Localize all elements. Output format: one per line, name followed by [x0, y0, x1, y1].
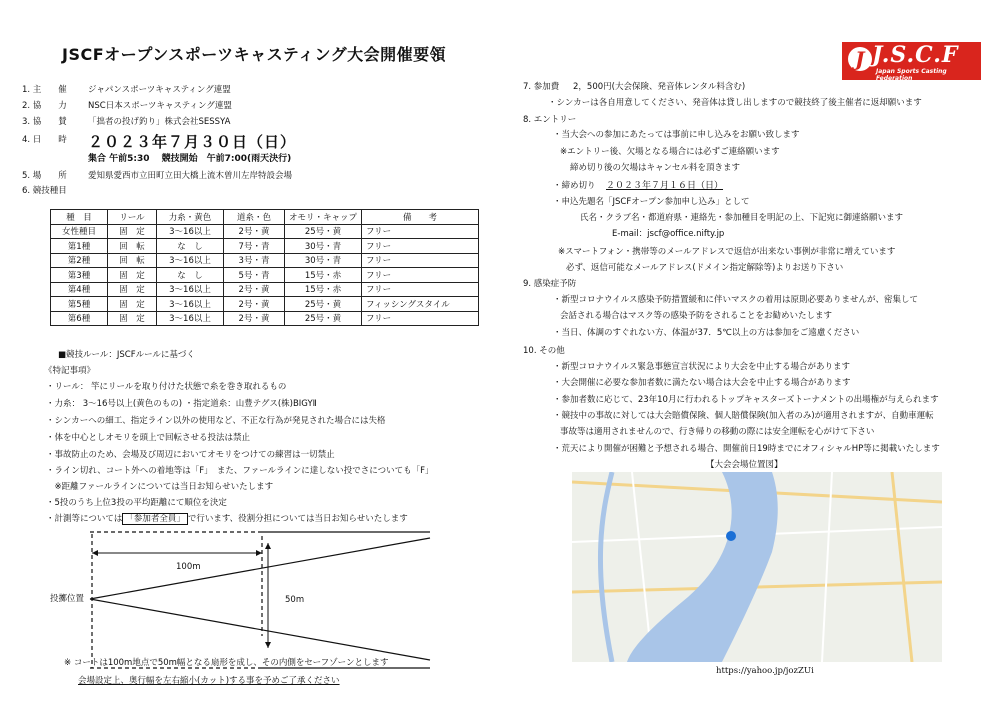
- special-note-item: ・リール： 竿にリールを取り付けた状態で糸を巻き取れるもの: [46, 382, 287, 392]
- court-diagram: [40, 528, 440, 678]
- entry-line-2: ※エントリー後、欠場となる場合には必ずご連絡願います: [560, 147, 780, 157]
- table-cell: 回 転: [108, 253, 157, 268]
- width-arrow-head-top: [265, 543, 271, 549]
- table-cell: な し: [157, 268, 224, 283]
- logo-sub-text: Japan Sports Casting Federation: [876, 68, 947, 82]
- table-cell: 固 定: [108, 297, 157, 312]
- jscf-logo: [842, 42, 981, 80]
- special-notes-title: 《特記事項》: [44, 366, 96, 376]
- competition-rule: ■競技ルール：JSCFルールに基づく: [58, 350, 195, 360]
- table-row: [51, 239, 479, 254]
- table-cell: フリー: [362, 239, 479, 254]
- table-cell: 第3種: [51, 268, 108, 283]
- special-note-item: ・力糸： 3～16号以上(黄色のもの) ・指定道糸：山豊テグス(株)BIGYⅡ: [46, 399, 317, 409]
- table-cell: 3～16以上: [157, 282, 224, 297]
- table-cell: 15号・赤: [285, 268, 362, 283]
- table-header: 種 目: [51, 210, 108, 225]
- place-key: 5. 場 所: [22, 171, 67, 181]
- event-date: ２０２３年７月３０日（日）: [88, 133, 297, 151]
- table-cell: な し: [157, 239, 224, 254]
- table-cell: 第5種: [51, 297, 108, 312]
- map-graphic: [572, 472, 942, 662]
- measurement-note: [46, 514, 408, 525]
- throw-position-label: 投擲位置: [50, 594, 85, 604]
- table-cell: 15号・赤: [285, 282, 362, 297]
- other-line: ・競技中の事故に対しては大会賠償保険、個人賠償保険(加入者のみ)が適用されますが、自動車運転: [553, 411, 934, 421]
- table-cell: 第2種: [51, 253, 108, 268]
- distance-label: 100m: [176, 562, 201, 572]
- other-line: ・荒天により開催が困難と予想される場合、開催前日19時までにオフィシャルHP等に掲載いたします: [553, 444, 940, 454]
- table-cell: 3号・青: [224, 253, 285, 268]
- table-row: [51, 268, 479, 283]
- fee-key: 7. 参加費: [523, 82, 560, 92]
- table-header: 力糸・黄色: [157, 210, 224, 225]
- table-cell: フリー: [362, 311, 479, 326]
- covid-line-1: ・新型コロナウイルス感染予防措置緩和に伴いマスクの着用は原則必要ありませんが、密集して: [553, 295, 918, 305]
- table-header: 備 考: [362, 210, 479, 225]
- support-value: 「拙者の投げ釣り」株式会社SESSYA: [88, 117, 231, 127]
- entry-line-3: 締め切り後の欠場はキャンセル料を頂きます: [570, 163, 741, 173]
- width-arrow-head-bottom: [265, 642, 271, 648]
- table-cell: 30号・青: [285, 253, 362, 268]
- table-cell: 3～16以上: [157, 224, 224, 239]
- fee-note: ・シンカーは各自用意してください、発音体は貸し出しますので競技終了後主催者に返却願います: [548, 98, 922, 108]
- court-note: ※ コートは100m地点で50m幅となる扇形を成し、その内側をセーフゾーンとします: [64, 658, 389, 668]
- court-fan-upper-edge: [90, 538, 430, 599]
- table-row: [51, 311, 479, 326]
- special-note-item: ※距離ファールラインについては当日お知らせいたします: [46, 482, 274, 492]
- contact-email: E-mail：jscf@office.nifty.jp: [612, 229, 725, 239]
- phone-note-1: ※スマートフォン・携帯等のメールアドレスで返信が出来ない事例が非常に増えています: [558, 247, 896, 257]
- table-cell: 第1種: [51, 239, 108, 254]
- table-cell: 3～16以上: [157, 311, 224, 326]
- special-note-item: ・ライン切れ、コート外への着地等は「F」 また、ファールラインに達しない投でさについても「F」: [46, 466, 434, 476]
- table-cell: 第4種: [51, 282, 108, 297]
- entry-key: 8. エントリー: [523, 115, 577, 125]
- coop-value: NSC日本スポーツキャスティング連盟: [88, 101, 232, 111]
- covid-line-2: 会話される場合はマスク等の感染予防をされることをお勧めいたします: [560, 311, 833, 321]
- events-key: 6. 競技種目: [22, 186, 67, 196]
- table-cell: 3～16以上: [157, 253, 224, 268]
- table-header: 道糸・色: [224, 210, 285, 225]
- sponsor-value: ジャパンスポーツキャスティング連盟: [88, 85, 231, 95]
- table-cell: フリー: [362, 268, 479, 283]
- other-line: ・大会開催に必要な参加者数に満たない場合は大会を中止する場合があります: [553, 378, 851, 388]
- coop-key: 2. 協 力: [22, 101, 67, 111]
- measurement-pre: ・計測等については: [46, 514, 123, 524]
- table-cell: 25号・黄: [285, 224, 362, 239]
- page-title: JSCFオープンスポーツキャスティング大会開催要領: [62, 45, 447, 64]
- fee-value: 2，500円(大会保険、発音体レンタル料含む): [573, 82, 746, 92]
- logo-main-text: J.S.C.F: [872, 42, 959, 68]
- table-cell: 2号・黄: [224, 224, 285, 239]
- phone-note-2: 必ず、返信可能なメールアドレス(ドメイン指定解除等)よりお送り下さい: [566, 263, 844, 273]
- table-cell: 女性種目: [51, 224, 108, 239]
- logo-j-glyph: J: [855, 47, 865, 71]
- apply-line-2: 氏名・クラブ名・都道府県・連絡先・参加種目を明記の上、下記宛に御連絡願います: [580, 213, 904, 223]
- table-cell: フリー: [362, 282, 479, 297]
- table-cell: 固 定: [108, 311, 157, 326]
- table-cell: 回 転: [108, 239, 157, 254]
- special-note-item: ・体を中心としオモリを頭上で回転させる投法は禁止: [46, 433, 251, 443]
- table-cell: 固 定: [108, 268, 157, 283]
- special-note-item: ・5投のうち上位3投の平均距離にて順位を決定: [46, 498, 227, 508]
- table-row: [51, 282, 479, 297]
- venue-pin-icon: [726, 531, 736, 541]
- events-table: [50, 209, 479, 326]
- table-header-row: [51, 210, 479, 225]
- table-cell: 25号・黄: [285, 311, 362, 326]
- sponsor-key: 1. 主 催: [22, 85, 67, 95]
- table-cell: 2号・黄: [224, 282, 285, 297]
- table-cell: 第6種: [51, 311, 108, 326]
- special-note-item: ・事故防止のため、会場及び周辺においてオモリをつけての練習は一切禁止: [46, 450, 335, 460]
- table-header: リール: [108, 210, 157, 225]
- map-url[interactable]: https://yahoo.jp/jozZUi: [716, 666, 814, 676]
- map-title: 【大会会場位置図】: [706, 460, 783, 470]
- table-row: [51, 253, 479, 268]
- table-cell: フィッシングスタイル: [362, 297, 479, 312]
- venue-map[interactable]: [572, 472, 942, 662]
- place-value: 愛知県愛西市立田町立田大橋上流木曽川左岸特設会場: [88, 171, 293, 181]
- covid-line-3: ・当日、体調のすぐれない方、体温が37．5℃以上の方は参加をご遠慮ください: [553, 328, 860, 338]
- table-cell: 2号・黄: [224, 297, 285, 312]
- covid-key: 9. 感染症予防: [523, 279, 577, 289]
- table-cell: 5号・青: [224, 268, 285, 283]
- apply-line-1: ・申込先題名「JSCFオープン参加申し込み」として: [553, 197, 750, 207]
- event-schedule: 集合 午前5:30 競技開始 午前7:00(雨天決行): [88, 154, 292, 164]
- measurement-post: で行います、役割分担については当日お知らせいたします: [187, 514, 408, 524]
- table-cell: 25号・黄: [285, 297, 362, 312]
- court-note-underlined: 会場設定上、奥行幅を左右縮小(カット)する事を予めご了承ください: [78, 676, 340, 686]
- special-note-item: ・シンカーへの細工、指定ライン以外の使用など、不正な行為が発見された場合には失格: [46, 416, 386, 426]
- distance-arrow-head-right: [256, 550, 262, 556]
- other-line: 事故等は適用されませんので、行き帰りの移動の際には安全運転を心がけて下さい: [560, 427, 875, 437]
- distance-arrow-head-left: [92, 550, 98, 556]
- table-cell: 2号・黄: [224, 311, 285, 326]
- width-label: 50m: [285, 595, 305, 605]
- other-line: ・新型コロナウイルス緊急事態宣言状況により大会を中止する場合があります: [553, 362, 850, 372]
- table-cell: フリー: [362, 253, 479, 268]
- table-cell: 7号・青: [224, 239, 285, 254]
- other-line: ・参加者数に応じて、23年10月に行われるトップキャスターズトーナメントの出場権が与えられます: [553, 395, 939, 405]
- table-header: オモリ・キャップ: [285, 210, 362, 225]
- table-cell: 固 定: [108, 224, 157, 239]
- table-cell: フリー: [362, 224, 479, 239]
- other-key: 10. その他: [523, 346, 565, 356]
- measurement-boxed: 「参加者全員」: [122, 513, 188, 525]
- deadline-label: ・締め切り: [553, 181, 596, 191]
- table-cell: 30号・青: [285, 239, 362, 254]
- table-cell: 3～16以上: [157, 297, 224, 312]
- table-row: [51, 297, 479, 312]
- support-key: 3. 協 賛: [22, 117, 67, 127]
- table-row: [51, 224, 479, 239]
- date-key: 4. 日 時: [22, 135, 67, 145]
- deadline-date: ２０２３年７月１６日（日）: [606, 181, 724, 191]
- table-cell: 固 定: [108, 282, 157, 297]
- entry-line-1: ・当大会への参加にあたっては事前に申し込みをお願い致します: [553, 130, 800, 140]
- court-fan-lower-edge: [90, 599, 430, 660]
